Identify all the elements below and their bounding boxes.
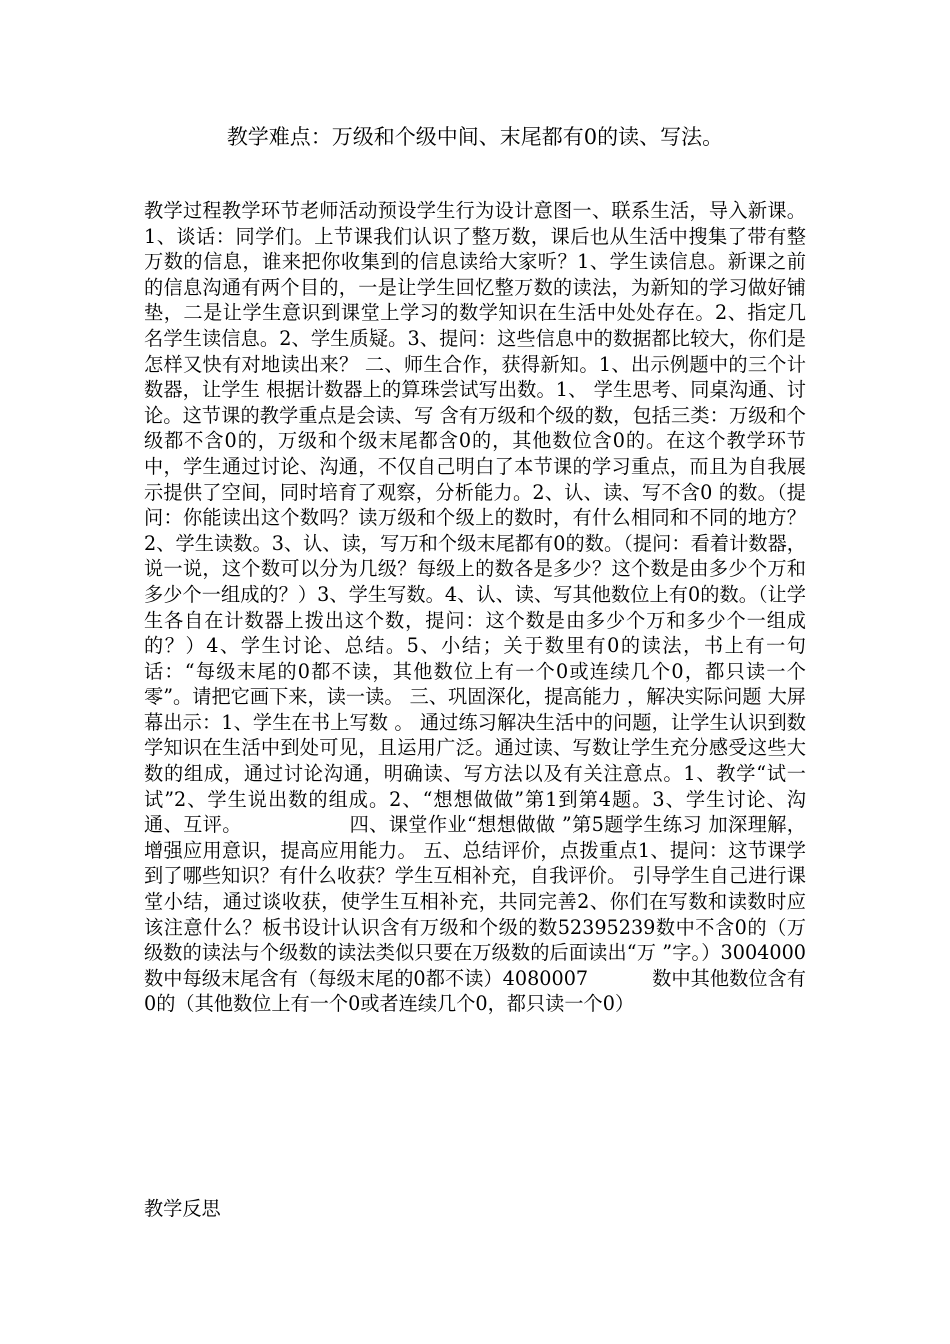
teaching-difficulty-line: 教学难点：万级和个级中间、末尾都有0的读、写法。: [226, 125, 724, 149]
teaching-reflection-heading: 教学反思: [144, 1197, 221, 1220]
teaching-process-paragraph: 教学过程教学环节老师活动预设学生行为设计意图一、联系生活，导入新课。1、谈话：同学们。上节课我们认识了整万数，课后也从生活中搜集了带有整万数的信息，谁来把你收集到的信息读给大家听？1、学生读信息。新课之前的信息沟通有两个目的，一是让学生回忆整万数的读法，为新知的学习做好铺垫，二是让学生意识到课堂上学习的数学知识在生活中处处存在。2、指定几名学生读信息。2、学生质疑。3、提问：这些信息中的数据都比较大，你们是怎样又快有对地读出来？ 二、师生合作，获得新知。1、出示例题中的三个计数器，让学生 根据计数器上的算珠尝试写出数。1、 学生思考、同桌沟通、讨论。这节课的教学重点是会读、写 含有万级和个级的数，包括三类：万级和个级都不含0的，万级和个级末尾都含0的，其他数位含0的。在这个教学环节中，学生通过讨论、沟通，不仅自己明白了本节课的学习重点，而且为自我展示提供了空间，同时培育了观察，分析能力。2、认、读、写不含0 的数。（提问：你能读出这个数吗？读万级和个级上的数时，有什么相同和不同的地方？2、学生读数。3、认、读，写万和个级末尾都有0的数。（提问：看着计数器，说一说，这个数可以分为几级？每级上的数各是多少？这个数是由多少个万和多少个一组成的？）3、学生写数。4、认、读、写其他数位上有0的数。（让学生各自在计数器上拨出这个数，提问：这个数是由多少个万和多少个一组成的？）4、学生讨论、总结。5、小结；关于数里有0的读法，书上有一句话：“每级末尾的0都不读，其他数位上有一个0或连续几个0，都只读一个零”。请把它画下来，读一读。 三、巩固深化，提高能力 ，解决实际问题 大屏幕出示：1、学生在书上写数 。 通过练习解决生活中的问题，让学生认识到数学知识在生活中到处可见，且运用广泛。通过读、写数让学生充分感受这些大数的组成，通过讨论沟通，明确读、写方法以及有关注意点。1、教学“试一试”2、学生说出数的组成。2、“想想做做”第1到第4题。3、学生讨论、沟通、互评。 四、课堂作业“想想做做 ”第5题学生练习 加深理解，增强应用意识，提高应用能力。 五、总结评价，点拨重点1、提问：这节课学到了哪些知识？有什么收获？学生互相补充，自我评价。 引导学生自己进行课堂小结，通过谈收获，使学生互相补充，共同完善2、你们在写数和读数时应该注意什么？板书设计认识含有万级和个级的数52395239数中不含0的（万级数的读法与个级数的读法类似只要在万级数的后面读出“万 ”字。）3004000数中每级末尾含有（每级末尾的0都不读）4080007 数中其他数位含有0的（其他数位上有一个0或者连续几个0，都只读一个0）: [144, 199, 806, 1016]
